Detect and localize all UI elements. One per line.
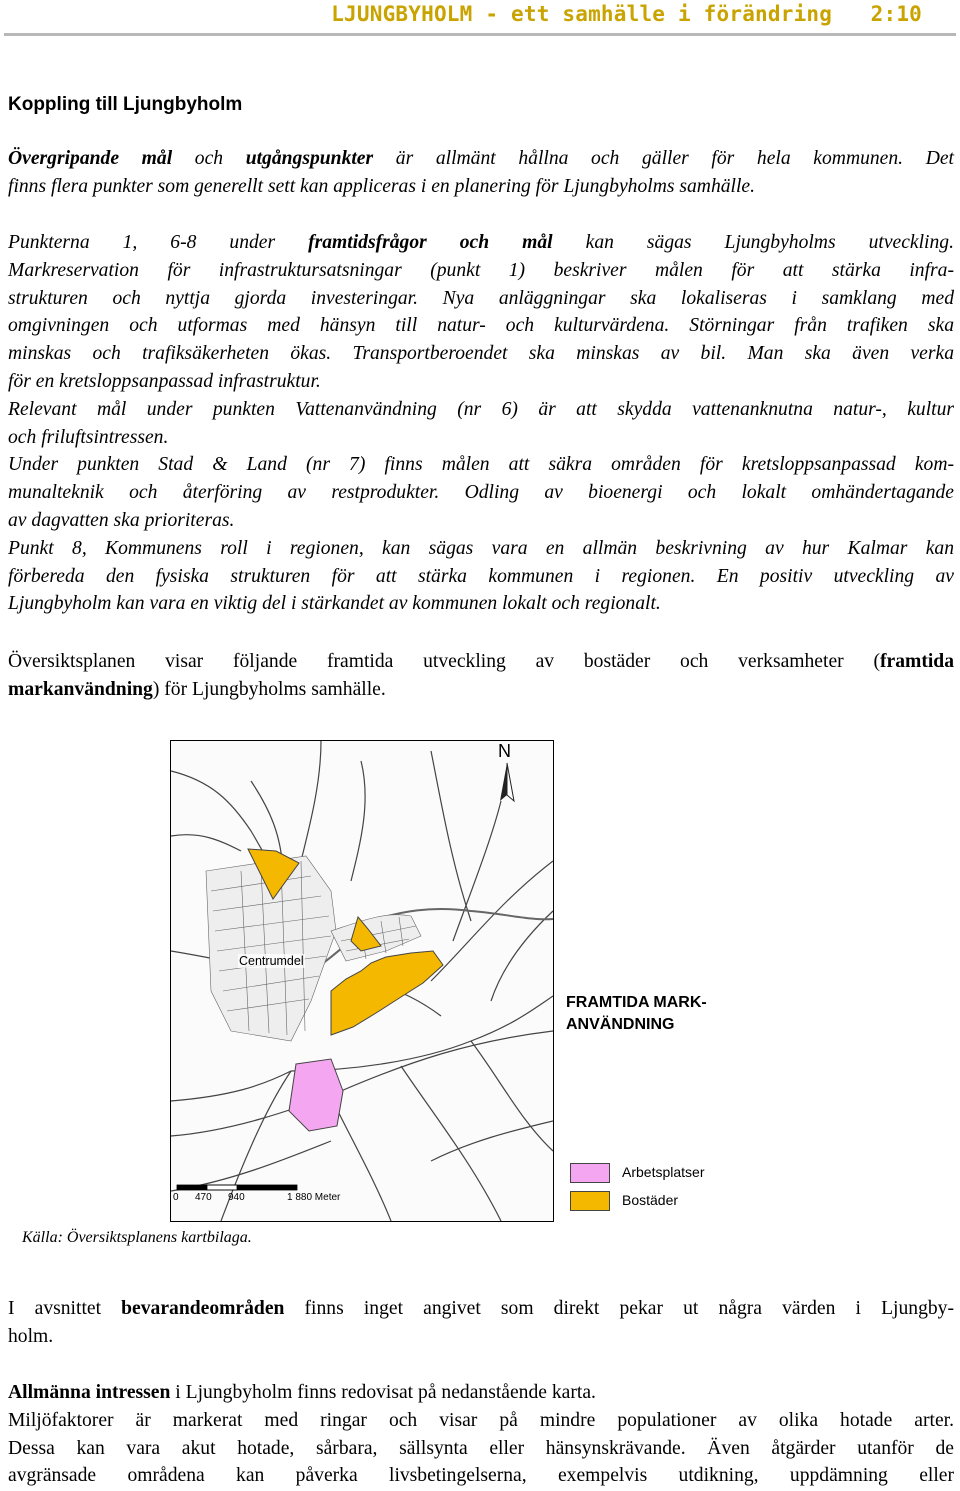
goals-line: minskas och trafiksäkerheten ökas. Transportberoendet ska minskas av bil. Man ska även verka: [8, 343, 954, 365]
interests-paragraph: [8, 1379, 954, 1490]
goals-line: Ljungbyholm kan vara en viktig del i stärkandet av kommunen lokalt och regionalt.: [8, 593, 661, 615]
section-heading: Koppling till Ljungbyholm: [8, 94, 243, 115]
protected-bold-term: bevarandeområden: [121, 1298, 285, 1319]
scale-label-470: 470: [195, 1192, 212, 1203]
goals-bold-term: framtidsfrågor och mål: [308, 232, 553, 253]
legend-title-line: ANVÄNDNING: [566, 1016, 675, 1033]
road: [471, 1041, 553, 1151]
residential-area-east: [331, 951, 443, 1035]
centrum-label: Centrumdel: [239, 954, 304, 968]
goals-line: för en kretsloppsanpassad infrastruktur.: [8, 370, 321, 392]
scale-bar: [177, 1185, 297, 1190]
road: [431, 1121, 553, 1161]
interests-line: Dessa kan vara akut hotade, sårbara, sällsynta eller hänsynskrävande. Även åtgärder utanför de: [8, 1437, 954, 1459]
legend-title: [566, 992, 707, 1036]
north-arrow-icon: [500, 763, 514, 801]
protected-text: I avsnittet: [8, 1298, 122, 1319]
header-divider: [4, 33, 956, 36]
goals-line: av dagvatten ska prioriteras.: [8, 509, 235, 531]
overview-text: ) för Ljungbyholms samhälle.: [152, 678, 386, 700]
protected-line-2: holm.: [8, 1325, 54, 1347]
lead-text: är allmänt hållna och gäller för hela kommunen. Det: [373, 148, 955, 169]
scale-label-1880: 1 880 Meter: [287, 1192, 341, 1203]
map-caption: Källa: Översiktsplanens kartbilaga.: [22, 1229, 252, 1246]
interests-text: i Ljungbyholm finns redovisat på nedanstående karta.: [170, 1382, 596, 1403]
overview-text: Översiktsplanen visar följande framtida utveckling av bostäder och verksamheter (: [8, 651, 880, 672]
goals-line: Punkt 8, Kommunens roll i regionen, kan sägas vara en allmän beskrivning av hur Kalmar kan: [8, 537, 954, 559]
road: [453, 801, 501, 941]
goals-line: strukturen och nyttja gjorda investeringar. Nya anläggningar ska lokaliseras i samklang med: [8, 287, 954, 309]
lead-bold-startpoints: utgångspunkter: [245, 148, 374, 169]
legend-swatch-workplaces: [570, 1163, 610, 1183]
lead-line-2: finns flera punkter som generellt sett kan appliceras i en planering för Ljungbyholms samhälle.: [8, 175, 756, 197]
overview-line-1: [8, 648, 954, 676]
road: [171, 1141, 331, 1191]
road: [431, 751, 471, 921]
road: [401, 1066, 501, 1221]
running-header-title: LJUNGBYHOLM - ett samhälle i förändring 2:10: [331, 2, 922, 26]
goals-line: förbereda den fysiska strukturen för att stärka kommunen i regionen. En positiv utveckling av: [8, 565, 954, 587]
overview-paragraph: [8, 648, 954, 704]
goals-line: omgivningen och utformas med hänsyn till natur- och kulturvärdena. Störningar från trafiken ska: [8, 315, 954, 337]
interests-line: avgränsade områdena kan påverka livsbetingelserna, exempelvis utdikning, uppdämning eller: [8, 1465, 954, 1487]
road: [171, 835, 241, 851]
overview-line-2: [8, 676, 954, 704]
road: [171, 1031, 553, 1136]
goals-line: Markreservation för infrastruktursatsningar (punkt 1) beskriver målen för att stärka infra-: [8, 259, 954, 281]
lead-text: och: [172, 148, 246, 169]
goals-line: munalteknik och återföring av restprodukter. Odling av bioenergi och lokalt omhändertagande: [8, 482, 954, 504]
lead-bold-goals: Övergripande mål: [8, 148, 173, 169]
legend-swatch-housing: [570, 1191, 610, 1211]
workplace-area: [289, 1059, 343, 1131]
goals-paragraph: [8, 229, 954, 618]
legend-title-line: FRAMTIDA MARK-: [566, 994, 707, 1011]
lead-paragraph: [8, 145, 954, 201]
goals-text: Punkterna 1, 6-8 under: [8, 232, 309, 253]
protected-text: finns inget angivet som direkt pekar ut några värden i Ljungby-: [284, 1298, 954, 1319]
legend-label: Arbetsplatser: [622, 1164, 705, 1180]
overview-bold-term: framtida: [879, 651, 954, 672]
land-use-map: [170, 740, 554, 1222]
protected-line-1: [8, 1295, 954, 1323]
road: [171, 1071, 291, 1101]
road: [491, 911, 553, 1001]
road: [301, 741, 321, 861]
goals-text: kan sägas Ljungbyholms utveckling.: [552, 232, 954, 253]
protected-areas-paragraph: [8, 1295, 954, 1351]
goals-line: och friluftsintressen.: [8, 426, 169, 448]
scale-label-0: 0: [173, 1192, 179, 1203]
road: [431, 861, 553, 981]
road: [351, 761, 365, 881]
lead-line-1: [8, 145, 954, 173]
map-graphic: [171, 741, 553, 1221]
goals-line: Under punkten Stad & Land (nr 7) finns målen att säkra områden för kretsloppsanpassad kom-: [8, 454, 954, 476]
legend-label: Bostäder: [622, 1192, 679, 1208]
goals-line-1: [8, 229, 954, 257]
interests-line-1: [8, 1379, 954, 1407]
north-label: N: [498, 741, 511, 761]
interests-bold-term: Allmänna intressen: [8, 1382, 171, 1403]
interests-line: Miljöfaktorer är markerat med ringar och visar på mindre populationer av olika hotade arter.: [8, 1409, 954, 1431]
overview-bold-term: markanvändning: [8, 678, 153, 700]
scale-label-940: 940: [228, 1192, 245, 1203]
page-header: [0, 0, 960, 30]
goals-line: Relevant mål under punkten Vattenanvändning (nr 6) är att skydda vattenanknutna natur-, kultur: [8, 398, 954, 420]
